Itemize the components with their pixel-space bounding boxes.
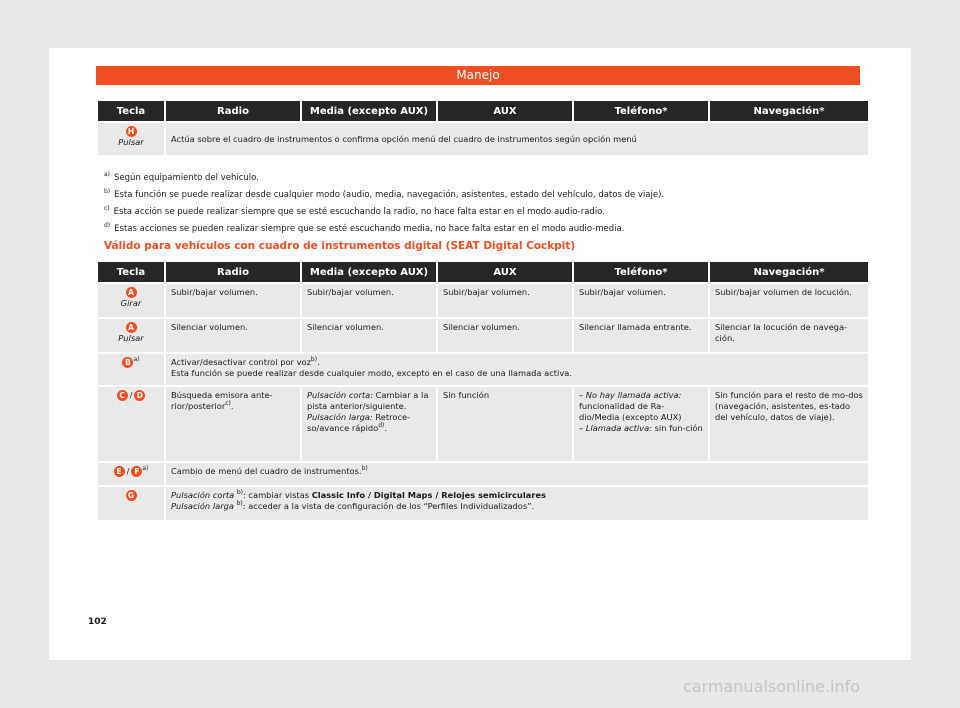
view-digital-maps: Digital Maps [373,490,433,500]
punctuation: . [384,423,388,433]
footnote-ref: d) [378,422,385,430]
view-separator: / [432,490,442,500]
column-header-telefono: Teléfono* [574,262,708,282]
footnote-ref: b) [310,356,318,364]
footnote-ref: b) [361,465,368,473]
footnote-ref: c) [225,400,231,408]
key-badge-e: E [114,466,125,477]
column-header-tecla: Tecla [98,262,164,282]
footnote-text: Esta acción se puede realizar siempre que se esté escuchando la radio, no hace falta estar en el modo audio-radio. [113,207,605,217]
key-action: Girar [120,298,142,308]
section-header [96,66,860,85]
cell-phone [574,387,708,461]
column-header-radio: Radio [166,101,300,121]
cell-aux: Silenciar volumen. [438,319,572,352]
label-long-press: Pulsación larga [171,501,234,511]
cell-nav: Subir/bajar volumen de locución. [710,284,868,317]
key-cell [98,319,164,352]
key-badge-a: A [126,322,137,333]
footnote-mark: b) [104,188,111,196]
column-header-aux: AUX [438,262,572,282]
controls-table-1 [96,99,870,157]
column-header-radio: Radio [166,262,300,282]
footnote [104,204,854,221]
cell-radio: Silenciar volumen. [166,319,300,352]
footnote-text: Esta función se puede realizar desde cualquier modo (audio, media, navegación, asistentes, estado del vehículo, datos de viaje). [114,190,665,200]
row-text: : acceder a la vista de configuración de los “Perfiles Individualizados”. [242,501,535,511]
footnote-mark: c) [104,205,110,213]
label-short-press: Pulsación corta: [307,390,373,400]
key-cell [98,354,164,385]
row-text: Actúa sobre el cuadro de instrumentos o confirma opción menú del cuadro de instrumentos según opción menú [171,134,637,144]
label-long-press: Pulsación larga: [307,412,373,422]
page-number: 102 [88,617,107,627]
table-row [98,354,868,385]
cell-text: Retroce-so/avance rápido [307,412,411,433]
column-header-navegacion: Navegación* [710,262,868,282]
column-header-tecla: Tecla [98,101,164,121]
key-cell [98,284,164,317]
key-cell [98,387,164,461]
footnote-text: Según equipamiento del vehículo. [114,173,259,183]
row-text: Esta función se puede realizar desde cualquier modo, excepto en el caso de una llamada activa. [171,368,572,378]
table-header-row [98,101,868,121]
view-relojes: Relojes semicirculares [441,490,546,500]
footnote-ref: a) [133,356,140,364]
key-badge-b: B [122,357,133,368]
key-cell [98,487,164,520]
footnote-ref: b) [236,500,243,508]
table-row [98,284,868,317]
view-classic-info: Classic Info [311,490,366,500]
watermark: carmanualsonline.info [683,677,861,696]
footnote-mark: a) [104,171,111,179]
cell-media: Subir/bajar volumen. [302,284,436,317]
punctuation: . [230,401,234,411]
key-cell [98,463,164,485]
punctuation: . [317,357,320,367]
footnotes [104,170,854,238]
row-text: Activar/desactivar control por voz [171,357,311,367]
key-badge-g: G [126,490,137,501]
column-header-navegacion: Navegación* [710,101,868,121]
table-row [98,387,868,461]
table-row [98,463,868,485]
cell-nav: Silenciar la locución de navega-ción. [710,319,868,352]
label-active-call: – Llamada activa: [579,423,652,433]
column-header-aux: AUX [438,101,572,121]
cell-media: Silenciar volumen. [302,319,436,352]
cell-text: Búsqueda emisora ante-rior/posterior [171,390,273,411]
table-row [98,319,868,352]
row-description [166,487,868,520]
cell-radio [166,387,300,461]
key-badge-a: A [126,287,137,298]
cell-text: sin fun-ción [651,423,703,433]
label-short-press: Pulsación corta [171,490,235,500]
table-row [98,487,868,520]
key-badge-c: C [117,390,128,401]
footnote [104,170,854,187]
cell-radio: Subir/bajar volumen. [166,284,300,317]
row-text: : cambiar vistas [243,490,312,500]
footnote [104,187,854,204]
row-text: Cambio de menú del cuadro de instrumentos. [171,466,362,476]
footnote-mark: d) [104,222,111,230]
view-separator: / [365,490,374,500]
cell-phone: Subir/bajar volumen. [574,284,708,317]
cell-aux: Sin función [438,387,572,461]
cell-phone: Silenciar llamada entrante. [574,319,708,352]
row-description [166,463,868,485]
footnote-ref: a) [142,465,149,473]
cell-media [302,387,436,461]
section-title: Válido para vehículos con cuadro de instrumentos digital (SEAT Digital Cockpit) [104,240,576,252]
table-header-row [98,262,868,282]
cell-text: funcionalidad de Ra-dio/Media (excepto AUX) [579,401,682,422]
key-separator: / [126,466,130,476]
footnote-ref: b) [236,489,243,497]
cell-aux: Subir/bajar volumen. [438,284,572,317]
footnote [104,221,854,238]
cell-text: Cambiar a la pista anterior/siguiente. [307,390,429,411]
footnote-text: Estas acciones se pueden realizar siempre que se esté escuchando media, no hace falta estar en el modo audio-media. [114,224,625,234]
key-action: Pulsar [118,333,144,343]
column-header-media: Media (excepto AUX) [302,101,436,121]
controls-table-2 [96,260,870,522]
column-header-telefono: Teléfono* [574,101,708,121]
table-row [98,123,868,155]
cell-nav: Sin función para el resto de mo-dos (navegación, asistentes, es-tado del vehículo, datos de viaje). [710,387,868,461]
row-description [166,123,868,155]
key-badge-f: F [131,466,142,477]
row-description [166,354,868,385]
label-no-call: – No hay llamada activa: [579,390,682,400]
key-badge-d: D [134,390,145,401]
key-badge-h: H [126,126,137,137]
column-header-media: Media (excepto AUX) [302,262,436,282]
key-action: Pulsar [118,137,144,147]
section-header-title: Manejo [456,68,500,82]
key-cell [98,123,164,155]
key-separator: / [129,390,133,400]
